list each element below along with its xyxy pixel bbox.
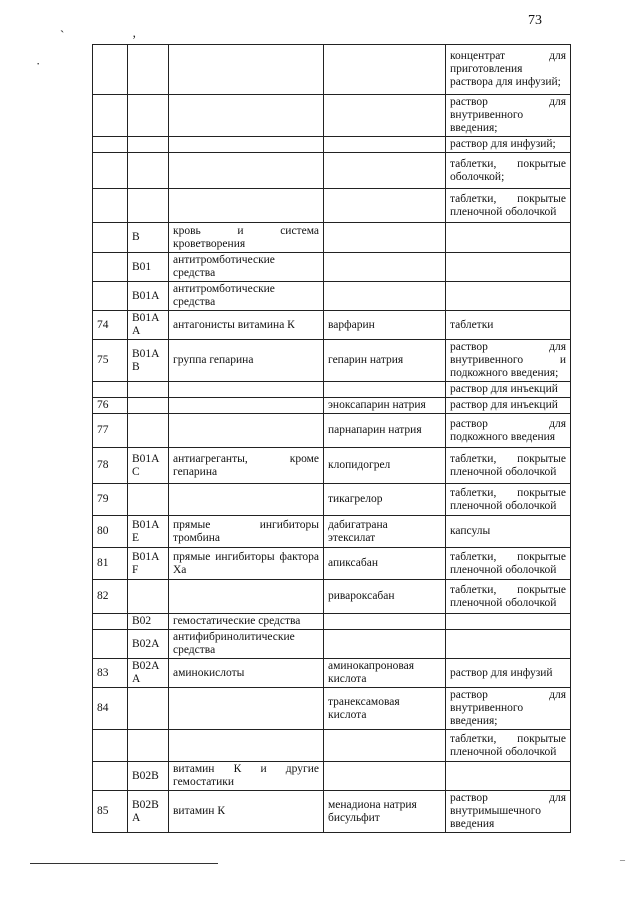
atc-code-cell — [128, 484, 169, 516]
row-number-text: 76 — [97, 399, 109, 411]
medicines-table — [92, 44, 571, 833]
dosage-form-text: таблетки, покрытые — [450, 192, 566, 205]
drug-name-cell — [324, 414, 446, 448]
atc-code-text: B01A — [132, 452, 160, 465]
table-row — [93, 282, 571, 311]
dosage-form-text: таблетки, покрытые — [450, 732, 566, 745]
atc-code-cell — [128, 282, 169, 311]
atc-code-text: B01A — [132, 347, 160, 360]
drug-name-text: парнапарин натрия — [328, 424, 422, 436]
dosage-form-text: раствор для — [450, 96, 566, 108]
atc-code-text: B — [132, 360, 140, 373]
anatomical-group-text: антиагреганты, кроме — [173, 452, 319, 465]
table-row — [93, 253, 571, 282]
drug-name-cell — [324, 340, 446, 382]
drug-name-text: этексилат — [328, 531, 376, 544]
atc-code-text: B01A — [132, 518, 160, 531]
atc-code-cell — [128, 730, 169, 762]
atc-code-text: B02B — [132, 798, 159, 811]
anatomical-group-cell — [169, 580, 324, 614]
anatomical-group-cell — [169, 484, 324, 516]
row-number-text: 83 — [97, 666, 109, 679]
table-row — [93, 340, 571, 382]
dosage-form-text: таблетки — [450, 318, 494, 331]
table-row — [93, 484, 571, 516]
row-number-cell — [93, 311, 128, 340]
row-number-cell — [93, 580, 128, 614]
row-number-cell — [93, 282, 128, 311]
dosage-form-cell — [446, 414, 571, 448]
dosage-form-cell — [446, 762, 571, 791]
dosage-form-cell — [446, 153, 571, 189]
dosage-form-cell — [446, 548, 571, 580]
atc-code-cell — [128, 762, 169, 791]
drug-name-text: бисульфит — [328, 811, 380, 824]
anatomical-group-cell — [169, 95, 324, 137]
atc-code-text: A — [132, 325, 141, 337]
table-row — [93, 730, 571, 762]
anatomical-group-text: кровь и система — [173, 224, 319, 237]
drug-name-cell — [324, 448, 446, 484]
row-number-cell — [93, 414, 128, 448]
scan-mark: ˎ — [60, 18, 65, 33]
drug-name-cell — [324, 484, 446, 516]
drug-name-cell — [324, 189, 446, 223]
row-number-text: 81 — [97, 557, 109, 569]
anatomical-group-cell — [169, 448, 324, 484]
row-number-text: 79 — [97, 493, 109, 505]
anatomical-group-text: Xa — [173, 563, 187, 576]
drug-name-text: менадиона натрия — [328, 798, 417, 811]
atc-code-text: F — [132, 563, 139, 576]
anatomical-group-text: антитромботические — [173, 254, 275, 266]
atc-code-text: B02 — [132, 615, 152, 627]
atc-code-cell — [128, 398, 169, 414]
atc-code-cell — [128, 340, 169, 382]
table-row — [93, 189, 571, 223]
dosage-form-cell — [446, 448, 571, 484]
dosage-form-text: таблетки, покрытые — [450, 157, 566, 170]
dosage-form-text: раствор для — [450, 341, 566, 353]
row-number-cell — [93, 762, 128, 791]
anatomical-group-text: витамин К и другие — [173, 763, 319, 775]
dosage-form-text: раствор для инфузий — [450, 666, 553, 679]
dosage-form-cell — [446, 398, 571, 414]
dosage-form-cell — [446, 223, 571, 253]
row-number-cell — [93, 484, 128, 516]
atc-code-cell — [128, 630, 169, 659]
row-number-cell — [93, 340, 128, 382]
anatomical-group-text: гемостатики — [173, 776, 234, 788]
footer-rule — [30, 863, 218, 864]
row-number-cell — [93, 253, 128, 282]
dosage-form-cell — [446, 95, 571, 137]
anatomical-group-cell — [169, 153, 324, 189]
dosage-form-text: таблетки, покрытые — [450, 452, 566, 465]
table-row — [93, 95, 571, 137]
dosage-form-text: раствор для — [450, 792, 566, 804]
anatomical-group-cell — [169, 614, 324, 630]
atc-code-cell — [128, 382, 169, 398]
atc-code-cell — [128, 153, 169, 189]
anatomical-group-text: средства — [173, 296, 216, 308]
anatomical-group-text: прямые ингибиторы фактора — [173, 550, 319, 563]
row-number-cell — [93, 398, 128, 414]
dosage-form-cell — [446, 659, 571, 688]
atc-code-text: B01A — [132, 312, 160, 324]
anatomical-group-text: кроветворения — [173, 237, 246, 250]
dosage-form-text: таблетки, покрытые — [450, 550, 566, 563]
anatomical-group-text: средства — [173, 267, 216, 279]
dosage-form-cell — [446, 688, 571, 730]
anatomical-group-cell — [169, 762, 324, 791]
row-number-cell — [93, 95, 128, 137]
anatomical-group-cell — [169, 137, 324, 153]
anatomical-group-cell — [169, 45, 324, 95]
anatomical-group-text: гепарина — [173, 465, 218, 478]
row-number-cell — [93, 659, 128, 688]
dosage-form-cell — [446, 45, 571, 95]
atc-code-text: B01 — [132, 260, 152, 273]
drug-name-cell — [324, 223, 446, 253]
dosage-form-text: введения; — [450, 715, 498, 727]
table-row — [93, 137, 571, 153]
drug-name-text: кислота — [328, 708, 367, 721]
anatomical-group-cell — [169, 382, 324, 398]
atc-code-cell — [128, 414, 169, 448]
table-row — [93, 311, 571, 340]
dosage-form-cell — [446, 580, 571, 614]
table-body — [93, 45, 571, 833]
row-number-cell — [93, 516, 128, 548]
dosage-form-text: внутривенного и — [450, 354, 566, 366]
drug-name-cell — [324, 253, 446, 282]
dosage-form-text: пленочной оболочкой — [450, 465, 557, 478]
atc-code-text: C — [132, 465, 140, 478]
dosage-form-text: пленочной оболочкой — [450, 499, 557, 512]
anatomical-group-cell — [169, 516, 324, 548]
table-row — [93, 791, 571, 833]
dosage-form-cell — [446, 791, 571, 833]
dosage-form-text: капсулы — [450, 525, 491, 537]
table-row — [93, 414, 571, 448]
row-number-cell — [93, 791, 128, 833]
anatomical-group-cell — [169, 223, 324, 253]
anatomical-group-cell — [169, 340, 324, 382]
row-number-text: 80 — [97, 525, 109, 537]
dosage-form-text: пленочной оболочкой — [450, 745, 557, 758]
table-row — [93, 516, 571, 548]
table-row — [93, 688, 571, 730]
atc-code-text: B01A — [132, 289, 160, 302]
row-number-text: 74 — [97, 318, 109, 331]
dosage-form-text: оболочкой; — [450, 170, 505, 183]
dosage-form-cell — [446, 730, 571, 762]
drug-name-text: кислота — [328, 673, 367, 685]
drug-name-cell — [324, 153, 446, 189]
drug-name-text: клопидогрел — [328, 459, 391, 471]
dosage-form-cell — [446, 484, 571, 516]
drug-name-text: апиксабан — [328, 557, 379, 569]
atc-code-cell — [128, 448, 169, 484]
dosage-form-text: подкожного введения — [450, 430, 556, 443]
row-number-cell — [93, 189, 128, 223]
dosage-form-text: раствор для — [450, 417, 566, 430]
row-number-cell — [93, 614, 128, 630]
drug-name-cell — [324, 762, 446, 791]
table-row — [93, 659, 571, 688]
row-number-cell — [93, 137, 128, 153]
drug-name-cell — [324, 311, 446, 340]
drug-name-text: варфарин — [328, 318, 375, 331]
drug-name-cell — [324, 382, 446, 398]
drug-name-text: тикагрелор — [328, 493, 383, 505]
anatomical-group-cell — [169, 548, 324, 580]
row-number-cell — [93, 153, 128, 189]
atc-code-text: A — [132, 811, 141, 824]
row-number-cell — [93, 688, 128, 730]
dosage-form-text: раствор для инъекций — [450, 399, 558, 411]
atc-code-cell — [128, 95, 169, 137]
dosage-form-cell — [446, 311, 571, 340]
atc-code-text: B02B — [132, 769, 159, 782]
dosage-form-text: пленочной оболочкой — [450, 205, 557, 218]
atc-code-cell — [128, 45, 169, 95]
atc-code-cell — [128, 614, 169, 630]
drug-name-cell — [324, 516, 446, 548]
dosage-form-text: концентрат для — [450, 50, 566, 62]
scan-mark: · — [36, 56, 41, 71]
anatomical-group-text: антитромботические — [173, 283, 275, 295]
row-number-cell — [93, 448, 128, 484]
row-number-text: 84 — [97, 702, 109, 714]
dosage-form-cell — [446, 382, 571, 398]
row-number-cell — [93, 382, 128, 398]
table-row — [93, 382, 571, 398]
table-row — [93, 45, 571, 95]
drug-name-cell — [324, 791, 446, 833]
table-row — [93, 614, 571, 630]
anatomical-group-text: витамин К — [173, 805, 225, 817]
table-row — [93, 580, 571, 614]
atc-code-cell — [128, 311, 169, 340]
anatomical-group-cell — [169, 791, 324, 833]
dosage-form-text: введения; — [450, 122, 498, 134]
table-row — [93, 630, 571, 659]
dosage-form-cell — [446, 614, 571, 630]
scan-mark: ʼ — [132, 32, 137, 47]
atc-code-text: E — [132, 531, 140, 544]
drug-name-cell — [324, 398, 446, 414]
page-number: 73 — [528, 13, 542, 28]
atc-code-text: B02A — [132, 637, 160, 650]
atc-code-cell — [128, 253, 169, 282]
anatomical-group-text: прямые ингибиторы — [173, 518, 319, 531]
atc-code-text: B01A — [132, 550, 160, 563]
dosage-form-text: раствора для инфузий; — [450, 76, 561, 88]
anatomical-group-cell — [169, 630, 324, 659]
table-row — [93, 762, 571, 791]
dosage-form-text: пленочной оболочкой — [450, 563, 557, 576]
anatomical-group-cell — [169, 311, 324, 340]
dosage-form-cell — [446, 282, 571, 311]
atc-code-text: B02A — [132, 660, 160, 672]
dosage-form-text: внутримышечного — [450, 805, 541, 817]
drug-name-text: гепарин натрия — [328, 354, 404, 366]
drug-name-cell — [324, 688, 446, 730]
atc-code-cell — [128, 189, 169, 223]
atc-code-text: A — [132, 673, 141, 685]
dosage-form-text: подкожного введения; — [450, 367, 559, 379]
atc-code-cell — [128, 791, 169, 833]
row-number-cell — [93, 730, 128, 762]
anatomical-group-cell — [169, 659, 324, 688]
row-number-cell — [93, 548, 128, 580]
dosage-form-text: пленочной оболочкой — [450, 596, 557, 609]
dosage-form-text: введения — [450, 818, 495, 830]
table-row — [93, 223, 571, 253]
atc-code-cell — [128, 516, 169, 548]
scan-mark: – — [620, 855, 625, 866]
atc-code-cell — [128, 688, 169, 730]
row-number-cell — [93, 223, 128, 253]
drug-name-cell — [324, 282, 446, 311]
drug-name-cell — [324, 95, 446, 137]
anatomical-group-cell — [169, 730, 324, 762]
anatomical-group-cell — [169, 688, 324, 730]
anatomical-group-text: средства — [173, 644, 216, 656]
dosage-form-cell — [446, 137, 571, 153]
dosage-form-text: таблетки, покрытые — [450, 583, 566, 596]
drug-name-text: транексамовая — [328, 695, 400, 708]
anatomical-group-cell — [169, 253, 324, 282]
drug-name-cell — [324, 45, 446, 95]
atc-code-cell — [128, 659, 169, 688]
dosage-form-text: раствор для — [450, 689, 566, 701]
row-number-text: 85 — [97, 805, 109, 817]
table-row — [93, 548, 571, 580]
table-row — [93, 153, 571, 189]
drug-name-text: аминокапроновая — [328, 660, 415, 672]
atc-code-cell — [128, 580, 169, 614]
anatomical-group-text: антифибринолитические — [173, 631, 295, 643]
atc-code-cell — [128, 137, 169, 153]
anatomical-group-text: аминокислоты — [173, 666, 245, 679]
anatomical-group-text: тромбина — [173, 531, 220, 544]
drug-name-cell — [324, 614, 446, 630]
dosage-form-text: раствор для инфузий; — [450, 138, 556, 150]
row-number-cell — [93, 45, 128, 95]
dosage-form-cell — [446, 630, 571, 659]
drug-name-cell — [324, 137, 446, 153]
dosage-form-cell — [446, 516, 571, 548]
dosage-form-cell — [446, 340, 571, 382]
anatomical-group-text: антагонисты витамина К — [173, 318, 295, 331]
dosage-form-text: раствор для инъекций — [450, 383, 558, 395]
drug-name-cell — [324, 730, 446, 762]
dosage-form-cell — [446, 189, 571, 223]
anatomical-group-cell — [169, 414, 324, 448]
dosage-form-cell — [446, 253, 571, 282]
row-number-text: 78 — [97, 459, 109, 471]
table-row — [93, 398, 571, 414]
drug-name-cell — [324, 580, 446, 614]
atc-code-text: B — [132, 231, 140, 243]
anatomical-group-cell — [169, 398, 324, 414]
dosage-form-text: внутривенного — [450, 109, 524, 121]
drug-name-cell — [324, 659, 446, 688]
dosage-form-text: таблетки, покрытые — [450, 486, 566, 499]
dosage-form-text: приготовления — [450, 63, 523, 75]
table-row — [93, 448, 571, 484]
anatomical-group-text: гемостатические средства — [173, 615, 301, 627]
drug-name-text: дабигатрана — [328, 518, 388, 531]
drug-name-cell — [324, 630, 446, 659]
anatomical-group-cell — [169, 189, 324, 223]
row-number-text: 77 — [97, 424, 109, 436]
anatomical-group-cell — [169, 282, 324, 311]
drug-name-text: ривароксабан — [328, 590, 395, 602]
dosage-form-text: внутривенного — [450, 702, 524, 714]
atc-code-cell — [128, 548, 169, 580]
drug-name-cell — [324, 548, 446, 580]
anatomical-group-text: группа гепарина — [173, 354, 254, 366]
atc-code-cell — [128, 223, 169, 253]
row-number-cell — [93, 630, 128, 659]
row-number-text: 82 — [97, 590, 109, 602]
row-number-text: 75 — [97, 354, 109, 366]
drug-name-text: эноксапарин натрия — [328, 399, 426, 411]
